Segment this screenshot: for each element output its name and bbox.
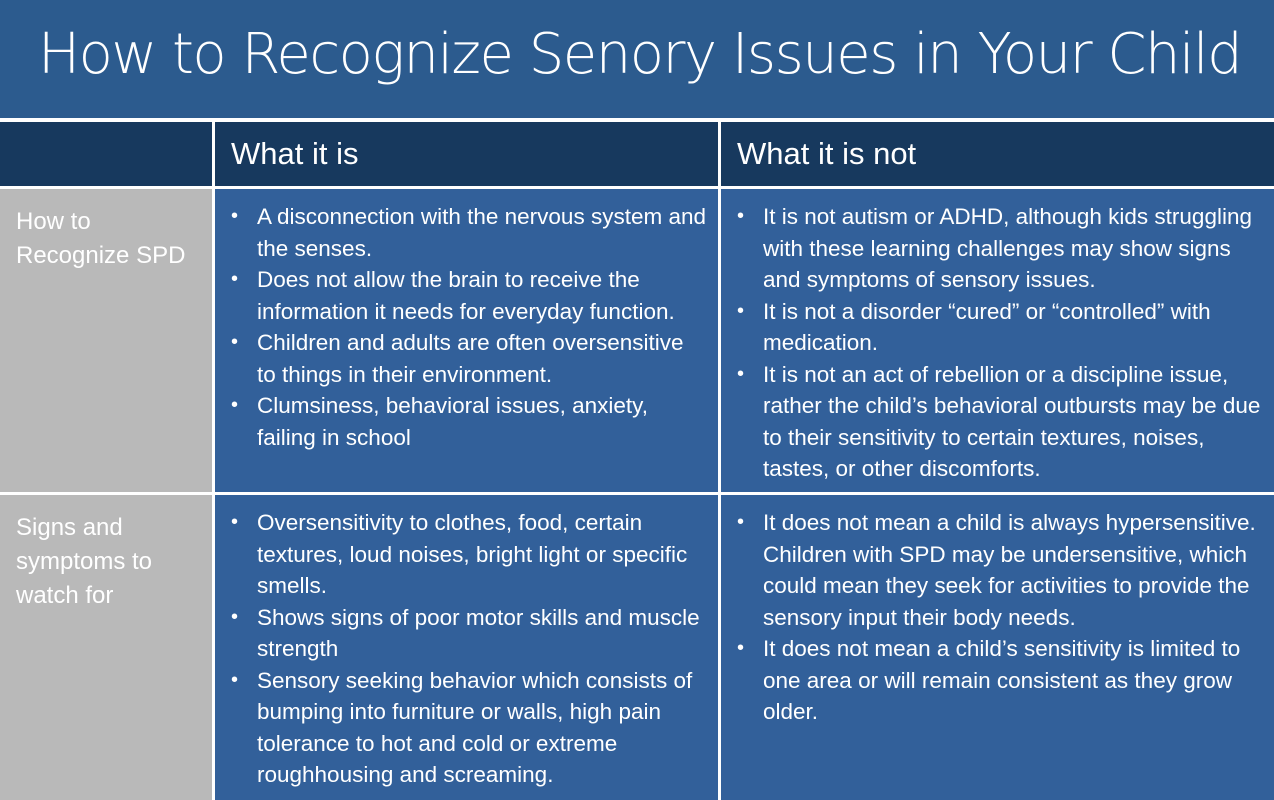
list-item: • It does not mean a child is always hypersensitive. Children with SPD may be undersensitive, which could mean they seek for activities to provide the sensory input their body needs. <box>735 507 1264 633</box>
bullet-list <box>229 201 708 453</box>
header-what-it-is-not-label: What it is not <box>737 136 917 171</box>
list-item: • It is not a disorder “cured” or “controlled” with medication. <box>735 296 1264 359</box>
row-label-cell-signs-symptoms <box>0 495 212 800</box>
cell-recognize-spd-what-it-is <box>215 189 718 492</box>
list-item: • Oversensitivity to clothes, food, certain textures, loud noises, bright light or specific smells. <box>229 507 708 602</box>
cell-recognize-spd-what-it-is-not <box>721 189 1274 492</box>
list-item: • Children and adults are often oversensitive to things in their environment. <box>229 327 708 390</box>
bullet-list <box>735 201 1264 485</box>
header-what-it-is <box>215 122 718 186</box>
cell-signs-symptoms-what-it-is <box>215 495 718 800</box>
list-item: • It is not autism or ADHD, although kids struggling with these learning challenges may show signs and symptoms of sensory issues. <box>735 201 1264 296</box>
header-corner-cell <box>0 122 212 186</box>
title-banner <box>0 0 1274 118</box>
list-item: • It is not an act of rebellion or a discipline issue, rather the child’s behavioral outbursts may be due to their sensitivity to certain textures, noises, tastes, or other discomforts. <box>735 359 1264 485</box>
bullet-list <box>735 507 1264 728</box>
row-label-signs-symptoms: Signs and symptoms to watch for <box>16 514 153 609</box>
header-what-it-is-not <box>721 122 1274 186</box>
list-item: • Shows signs of poor motor skills and muscle strength <box>229 602 708 665</box>
header-what-it-is-label: What it is <box>231 136 359 171</box>
list-item: • It does not mean a child’s sensitivity is limited to one area or will remain consistent as they grow older. <box>735 633 1264 728</box>
list-item: • Sensory seeking behavior which consists of bumping into furniture or walls, high pain tolerance to hot and cold or extreme roughhousing and screaming. <box>229 665 708 791</box>
comparison-table <box>0 118 1274 800</box>
row-label-cell-recognize-spd <box>0 189 212 492</box>
row-label-recognize-spd: How to Recognize SPD <box>16 208 186 269</box>
bullet-list <box>229 507 708 791</box>
list-item: • Clumsiness, behavioral issues, anxiety, failing in school <box>229 390 708 453</box>
list-item: • A disconnection with the nervous system and the senses. <box>229 201 708 264</box>
list-item: • Does not allow the brain to receive the information it needs for everyday function. <box>229 264 708 327</box>
page-title: How to Recognize Senory Issues in Your Child <box>38 22 1242 87</box>
cell-signs-symptoms-what-it-is-not <box>721 495 1274 800</box>
